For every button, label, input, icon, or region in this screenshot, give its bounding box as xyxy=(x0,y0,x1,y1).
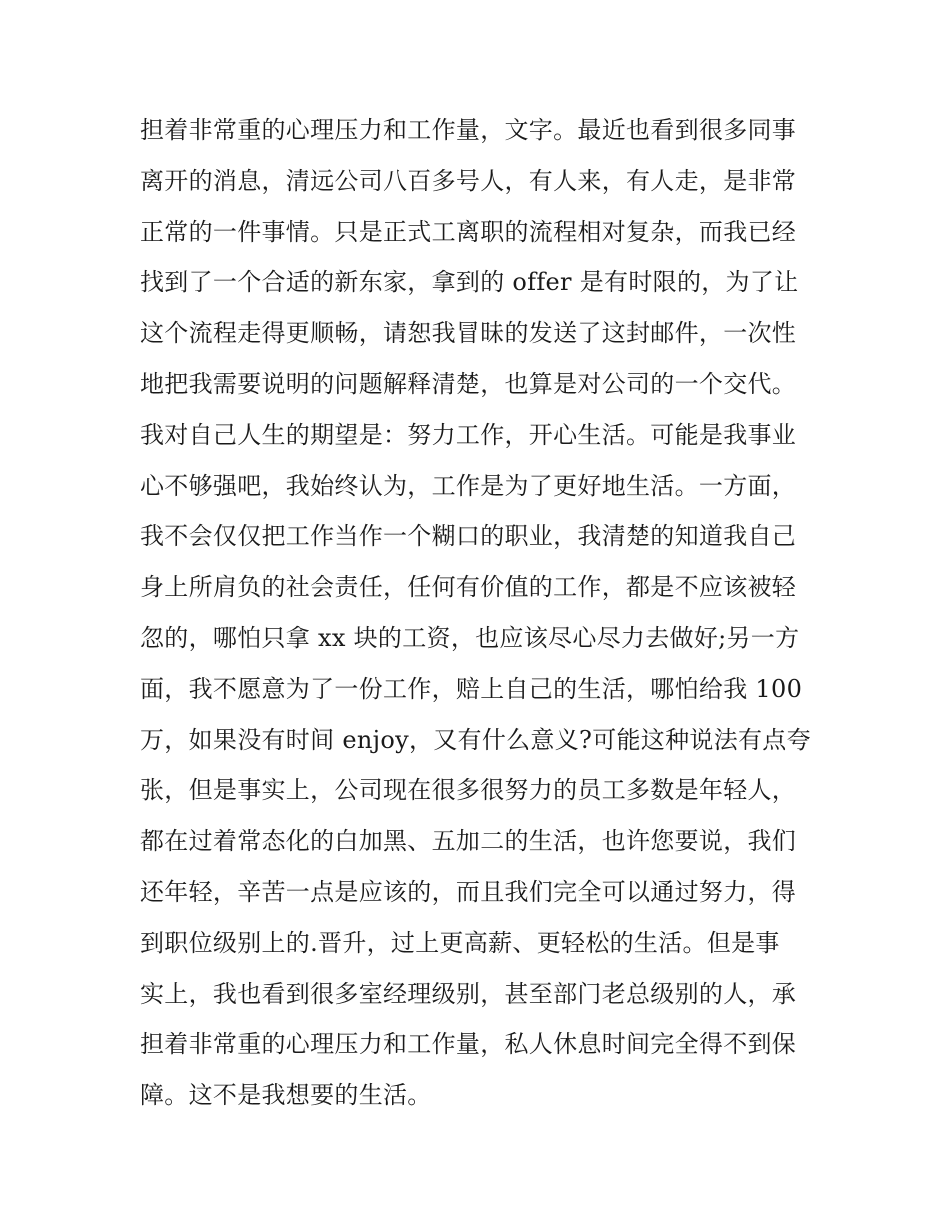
text-line: 到职位级别上的.晋升，过上更高薪、更轻松的生活。但是事 xyxy=(140,928,780,957)
text-line: 万，如果没有时间 enjoy，又有什么意义?可能这种说法有点夸 xyxy=(140,725,811,754)
text-line: 找到了一个合适的新东家，拿到的 offer 是有时限的，为了让 xyxy=(140,268,799,297)
text-line: 我不会仅仅把工作当作一个糊口的职业，我清楚的知道我自己 xyxy=(140,522,797,551)
text-line: 还年轻，辛苦一点是应该的，而且我们完全可以通过努力，得 xyxy=(140,877,797,906)
text-line: 地把我需要说明的问题解释清楚，也算是对公司的一个交代。 xyxy=(140,369,797,398)
text-line: 担着非常重的心理压力和工作量，私人休息时间完全得不到保 xyxy=(140,1030,797,1059)
text-line: 身上所肩负的社会责任，任何有价值的工作，都是不应该被轻 xyxy=(140,573,797,602)
text-line: 实上，我也看到很多室经理级别，甚至部门老总级别的人，承 xyxy=(140,979,797,1008)
text-line: 我对自己人生的期望是：努力工作，开心生活。可能是我事业 xyxy=(140,420,797,449)
text-line: 张，但是事实上，公司现在很多很努力的员工多数是年轻人， xyxy=(140,776,797,805)
text-line: 正常的一件事情。只是正式工离职的流程相对复杂，而我已经 xyxy=(140,217,797,246)
text-line: 面，我不愿意为了一份工作，赔上自己的生活，哪怕给我 100 xyxy=(140,674,803,703)
text-line: 担着非常重的心理压力和工作量，文字。最近也看到很多同事 xyxy=(140,116,797,144)
body-text xyxy=(140,105,820,1121)
text-line: 离开的消息，清远公司八百多号人，有人来，有人走，是非常 xyxy=(140,166,797,195)
text-line: 忽的，哪怕只拿 xx 块的工资，也应该尽心尽力去做好;另一方 xyxy=(140,623,800,652)
text-line: 障。这不是我想要的生活。 xyxy=(140,1081,432,1110)
text-line: 心不够强吧，我始终认为，工作是为了更好地生活。一方面， xyxy=(140,471,797,500)
text-line: 这个流程走得更顺畅，请恕我冒昧的发送了这封邮件，一次性 xyxy=(140,319,797,348)
text-line: 都在过着常态化的白加黑、五加二的生活，也许您要说，我们 xyxy=(140,827,797,856)
